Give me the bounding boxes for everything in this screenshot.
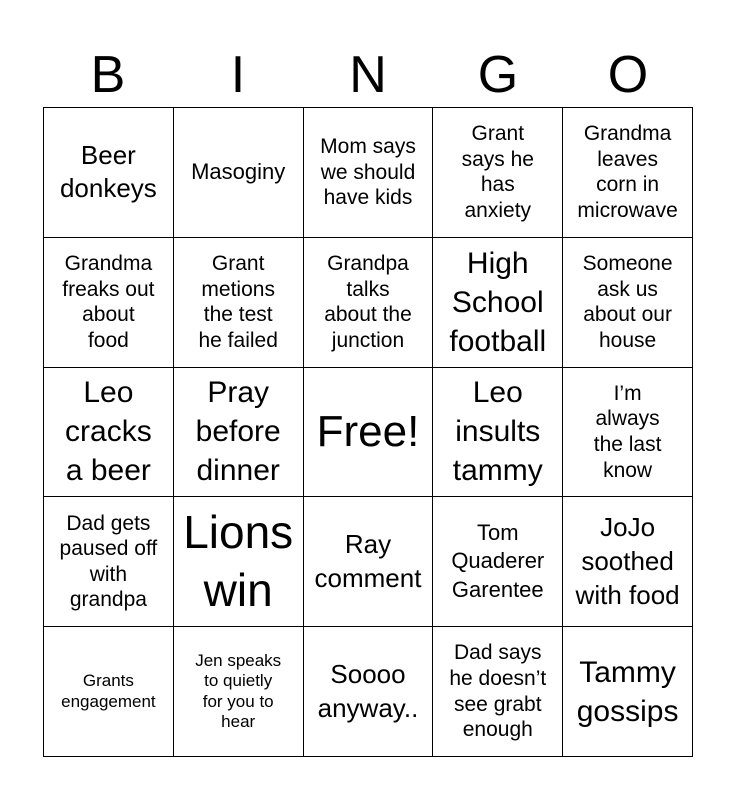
header-letter-b: B: [90, 46, 126, 104]
cell-text: Grandma leaves corn in microwave: [577, 122, 678, 222]
header-letter-i: I: [230, 46, 246, 104]
bingo-cell[interactable]: [433, 497, 563, 627]
cell-text: Grant says he has anxiety: [461, 122, 534, 222]
bingo-cell[interactable]: [304, 497, 434, 627]
bingo-cell[interactable]: [304, 108, 434, 238]
free-space[interactable]: [304, 368, 434, 498]
bingo-cell[interactable]: [563, 368, 693, 498]
bingo-header: [43, 44, 693, 106]
bingo-cell[interactable]: [563, 497, 693, 627]
free-space-text: Free!: [316, 406, 420, 456]
bingo-cell[interactable]: [44, 368, 174, 498]
bingo-cell[interactable]: [433, 368, 563, 498]
cell-text: Grandpa talks about the junction: [324, 251, 412, 352]
bingo-board: [43, 107, 693, 757]
cell-text: Mom says we should have kids: [320, 134, 416, 210]
cell-text: I’m always the last know: [593, 381, 662, 482]
cell-text: Masoginy: [191, 159, 286, 185]
bingo-cell[interactable]: [174, 238, 304, 368]
cell-text: Grandma freaks out about food: [62, 251, 155, 352]
bingo-cell[interactable]: [44, 238, 174, 368]
bingo-cell[interactable]: [174, 627, 304, 757]
bingo-cell[interactable]: [563, 238, 693, 368]
cell-text: Leo cracks a beer: [65, 376, 152, 488]
cell-text: Dad says he doesn’t see grabt enough: [449, 641, 547, 742]
header-letter-o: O: [607, 46, 649, 104]
cell-text: Dad gets paused off with grandpa: [59, 511, 158, 612]
bingo-cell[interactable]: [44, 627, 174, 757]
cell-text: Grant metions the test he failed: [198, 251, 278, 352]
header-letter-g: G: [477, 46, 519, 104]
cell-text: Leo insults tammy: [452, 376, 543, 488]
cell-text: Beer donkeys: [59, 139, 157, 204]
bingo-cell[interactable]: [44, 497, 174, 627]
bingo-cell[interactable]: [174, 108, 304, 238]
header-letter-n: N: [349, 46, 387, 104]
cell-text: Ray comment: [314, 528, 422, 593]
cell-text: Someone ask us about our house: [582, 251, 673, 352]
bingo-cell[interactable]: [563, 108, 693, 238]
cell-text: Tom Quaderer Garentee: [451, 519, 545, 603]
bingo-cell[interactable]: [304, 627, 434, 757]
cell-text: Pray before dinner: [195, 376, 281, 488]
bingo-cell[interactable]: [563, 627, 693, 757]
cell-text: Soooo anyway..: [317, 658, 419, 723]
bingo-cell[interactable]: [174, 497, 304, 627]
bingo-cell[interactable]: [433, 627, 563, 757]
bingo-cell[interactable]: [174, 368, 304, 498]
bingo-cell[interactable]: [304, 238, 434, 368]
bingo-cell[interactable]: [44, 108, 174, 238]
cell-text: Grants engagement: [61, 671, 156, 711]
bingo-cell[interactable]: [433, 108, 563, 238]
bingo-cell[interactable]: [433, 238, 563, 368]
cell-text: Jen speaks to quietly for you to hear: [195, 650, 282, 731]
cell-text: Tammy gossips: [576, 655, 679, 728]
cell-text: Lions win: [183, 506, 294, 616]
cell-text: JoJo soothed with food: [575, 512, 680, 610]
cell-text: High School football: [449, 246, 547, 358]
